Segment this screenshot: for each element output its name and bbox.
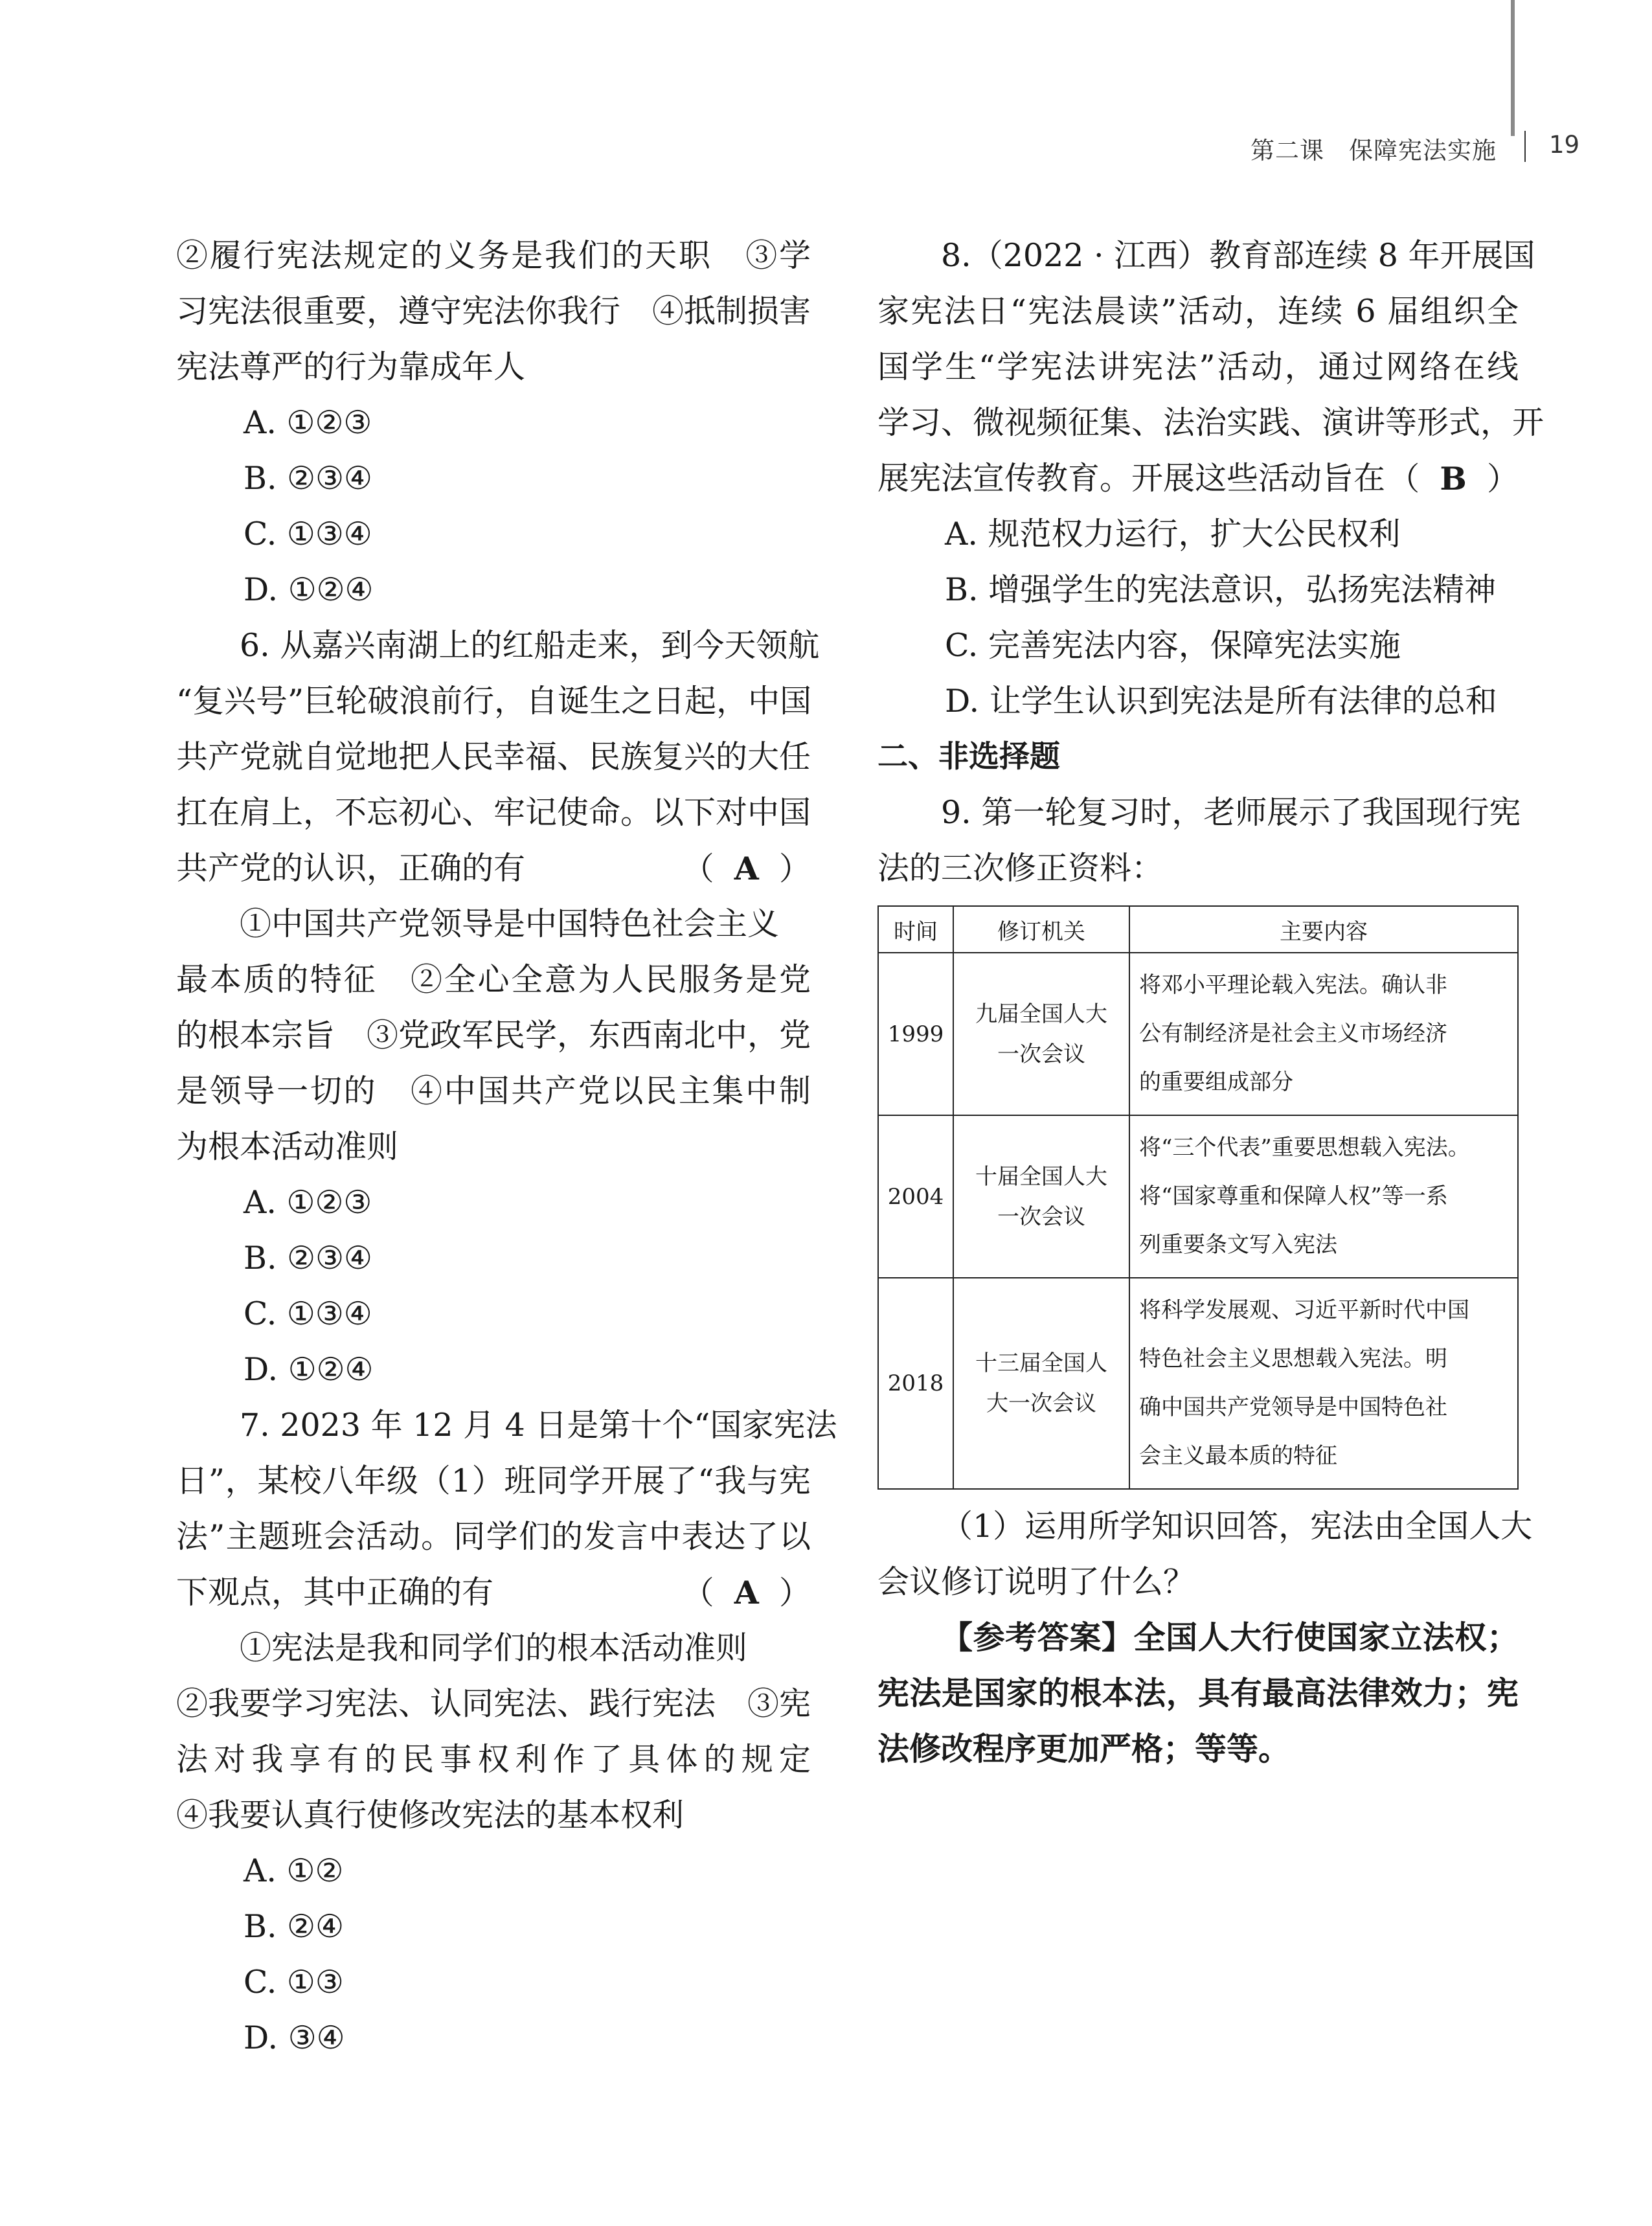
- q7-item-line: ②我要学习宪法、认同宪法、践行宪法 ③宪: [176, 1685, 811, 1722]
- q6-stem-line: 6. 从嘉兴南湖上的红船走来，到今天领航: [240, 627, 820, 664]
- table-row: [878, 1278, 1518, 1489]
- q8-answer-bracket: [1388, 451, 1519, 507]
- q9-subquestion-line: 会议修订说明了什么？: [877, 1563, 1195, 1600]
- q8-stem-line: 国学生“学宪法讲宪法”活动，通过网络在线: [877, 348, 1519, 385]
- content-line: 会主义最本质的特征: [1139, 1443, 1337, 1469]
- answer-open: （: [1388, 460, 1420, 497]
- q8-stem-last-line: [877, 451, 1519, 506]
- table-header-row: [878, 906, 1518, 953]
- q7-stem-line: 法”主题班会活动。同学们的发言中表达了以: [176, 1518, 811, 1555]
- content-line: 的重要组成部分: [1139, 1069, 1293, 1095]
- content-line: 特色社会主义思想载入宪法。明: [1139, 1346, 1447, 1372]
- table-row: [878, 1115, 1518, 1278]
- q9-stem-line: 法的三次修正资料：: [877, 850, 1164, 887]
- constitution-amendment-table: [877, 905, 1519, 1490]
- org-line: 九届全国人大: [975, 1001, 1107, 1027]
- q8-stem-line: 家宪法日“宪法晨读”活动，连续 6 届组织全: [877, 293, 1519, 330]
- running-head: 第二课 保障宪法实施: [1250, 137, 1497, 165]
- answer-close: ）: [778, 1574, 811, 1611]
- header-separator: [1524, 131, 1526, 162]
- q5-text-line: 习宪法很重要，遵守宪法你我行 ④抵制损害: [176, 293, 811, 330]
- q8-option-b: B. 增强学生的宪法意识，弘扬宪法精神: [945, 571, 1497, 608]
- page-edge-line: [1511, 0, 1515, 136]
- q6-stem-text: 共产党的认识，正确的有: [176, 850, 526, 887]
- q9-stem-line: 9. 第一轮复习时，老师展示了我国现行宪: [941, 794, 1521, 831]
- org-line: 十届全国人大: [975, 1163, 1107, 1190]
- table-cell-content: [1129, 1115, 1518, 1278]
- q6-item-line: 的根本宗旨 ③党政军民学，东西南北中，党: [176, 1017, 811, 1054]
- answer-close: ）: [1486, 460, 1519, 497]
- q6-item-line: 为根本活动准则: [176, 1128, 399, 1165]
- q6-stem-line: “复兴号”巨轮破浪前行，自诞生之日起，中国: [176, 683, 812, 720]
- q6-item-line: 最本质的特征 ②全心全意为人民服务是党: [176, 961, 811, 998]
- section-title: 二、非选择题: [877, 739, 1060, 775]
- q5-option-c: C. ①③④: [243, 516, 372, 552]
- table-row: [878, 953, 1518, 1115]
- q6-stem-line: 共产党就自觉地把人民幸福、民族复兴的大任: [176, 738, 811, 775]
- q8-stem-text: 展宪法宣传教育。开展这些活动旨在: [877, 460, 1386, 497]
- q6-stem-last-line: [176, 841, 811, 896]
- q8-option-d: D. 让学生认识到宪法是所有法律的总和: [945, 683, 1497, 720]
- table-cell-year: 2018: [878, 1278, 953, 1489]
- content-line: 将“三个代表”重要思想载入宪法。: [1139, 1135, 1470, 1161]
- table-cell-content: [1129, 953, 1518, 1115]
- content-line: 将“国家尊重和保障人权”等一系: [1139, 1183, 1448, 1209]
- content-line: 列重要条文写入宪法: [1139, 1232, 1337, 1258]
- content-line: 公有制经济是社会主义市场经济: [1139, 1021, 1447, 1047]
- q7-item-line: ④我要认真行使修改宪法的基本权利: [176, 1797, 685, 1834]
- reference-answer-line: 法修改程序更加严格；等等。: [877, 1731, 1291, 1767]
- q7-stem-line: 7. 2023 年 12 月 4 日是第十个“国家宪法: [240, 1407, 837, 1444]
- right-column: [877, 228, 1545, 1777]
- page-number: 19: [1549, 131, 1580, 159]
- q7-option-c: C. ①③: [243, 1964, 344, 2001]
- org-line: 一次会议: [997, 1041, 1085, 1067]
- q5-text-line: ②履行宪法规定的义务是我们的天职 ③学: [176, 237, 811, 274]
- q8-answer: B: [1440, 460, 1467, 497]
- q5-option-b: B. ②③④: [243, 460, 372, 497]
- q6-item-line: 是领导一切的 ④中国共产党以民主集中制: [176, 1073, 811, 1109]
- answer-open: （: [682, 850, 714, 887]
- left-column: [176, 228, 837, 2066]
- reference-answer-line: 【参考答案】全国人大行使国家立法权；: [941, 1619, 1519, 1656]
- q7-stem-text: 下观点，其中正确的有: [176, 1574, 494, 1611]
- table-cell-content: [1129, 1278, 1518, 1489]
- q8-option-a: A. 规范权力运行，扩大公民权利: [945, 516, 1401, 552]
- q6-option-d: D. ①②④: [243, 1351, 374, 1388]
- content-line: 确中国共产党领导是中国特色社: [1139, 1394, 1447, 1420]
- q6-option-b: B. ②③④: [243, 1240, 372, 1277]
- answer-close: ）: [778, 850, 811, 887]
- q7-item-line: ①宪法是我和同学们的根本活动准则: [240, 1630, 748, 1666]
- q7-answer-bracket: [683, 1565, 811, 1621]
- table-header-content: 主要内容: [1129, 906, 1518, 953]
- org-line: 十三届全国人: [975, 1350, 1107, 1376]
- table-header-org: 修订机关: [953, 906, 1129, 953]
- q5-option-a: A. ①②③: [243, 404, 372, 441]
- table-cell-org: [953, 1115, 1129, 1278]
- q7-option-d: D. ③④: [243, 2019, 345, 2056]
- q7-answer: A: [734, 1574, 759, 1611]
- org-line: 大一次会议: [986, 1391, 1096, 1416]
- q5-text-line: 宪法尊严的行为靠成年人: [176, 348, 526, 385]
- content-line: 将邓小平理论载入宪法。确认非: [1139, 972, 1447, 998]
- q7-item-line: 法对我享有的民事权利作了具体的规定: [176, 1741, 811, 1778]
- q6-option-a: A. ①②③: [243, 1184, 372, 1221]
- table-cell-year: 2004: [878, 1115, 953, 1278]
- q6-stem-line: 扛在肩上，不忘初心、牢记使命。以下对中国: [176, 794, 811, 831]
- q6-item-line: ①中国共产党领导是中国特色社会主义: [240, 905, 780, 942]
- q9-subquestion-line: （1）运用所学知识回答，宪法由全国人大: [941, 1508, 1533, 1545]
- answer-open: （: [682, 1574, 714, 1611]
- content-line: 将科学发展观、习近平新时代中国: [1139, 1297, 1469, 1323]
- q5-option-d: D. ①②④: [243, 571, 374, 608]
- table-header-time: 时间: [878, 906, 953, 953]
- q6-answer-bracket: [683, 841, 811, 897]
- q6-answer: A: [734, 850, 759, 887]
- q7-stem-last-line: [176, 1565, 811, 1620]
- table-cell-org: [953, 953, 1129, 1115]
- q7-option-b: B. ②④: [243, 1908, 345, 1945]
- q6-option-c: C. ①③④: [243, 1295, 372, 1332]
- q8-stem-line: 8.（2022 · 江西）教育部连续 8 年开展国: [941, 237, 1535, 274]
- table-cell-year: 1999: [878, 953, 953, 1115]
- org-line: 一次会议: [997, 1203, 1085, 1230]
- reference-answer-line: 宪法是国家的根本法，具有最高法律效力；宪: [877, 1675, 1519, 1712]
- q8-stem-line: 学习、微视频征集、法治实践、演讲等形式，开: [877, 404, 1545, 441]
- table-cell-org: [953, 1278, 1129, 1489]
- q8-option-c: C. 完善宪法内容，保障宪法实施: [945, 627, 1401, 664]
- q7-option-a: A. ①②: [243, 1852, 344, 1889]
- q7-stem-line: 日”，某校八年级（1）班同学开展了“我与宪: [176, 1462, 811, 1499]
